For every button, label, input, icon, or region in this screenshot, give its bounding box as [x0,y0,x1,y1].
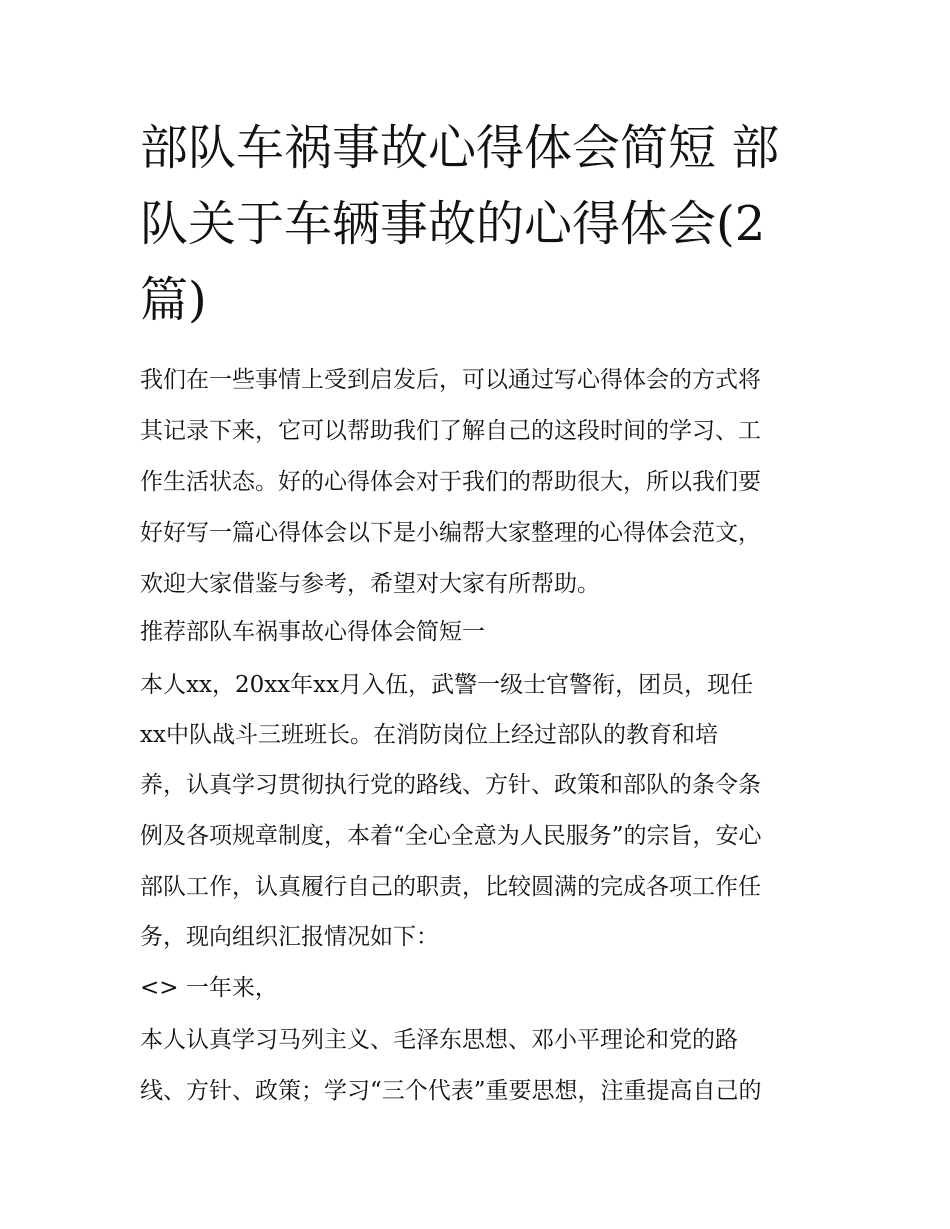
body-line-1: 我们在一些事情上受到启发后，可以通过写心得体会的方式将 [140,367,761,393]
document-title-line-3: 篇) [140,272,207,328]
body-line-2: 其记录下来，它可以帮助我们了解自己的这段时间的学习、工 [140,418,761,444]
body-line-15: 线、方针、政策；学习“三个代表”重要思想，注重提高自己的 [140,1078,762,1104]
body-line-14: 本人认真学习马列主义、毛泽东思想、邓小平理论和党的路 [140,1027,738,1053]
document-title-line-1: 部队车祸事故心得体会简短 部 [140,120,780,176]
section-heading: 推荐部队车祸事故心得体会简短一 [140,619,485,645]
document-title-line-2: 队关于车辆事故的心得体会(2 [140,196,766,252]
body-line-10: 例及各项规章制度，本着“全心全意为人民服务”的宗旨，安心 [140,823,762,849]
body-line-8: xx中队战斗三班班长。在消防岗位上经过部队的教育和培 [140,722,718,748]
body-line-9: 养，认真学习贯彻执行党的路线、方针、政策和部队的条令条 [140,772,761,798]
body-line-5: 欢迎大家借鉴与参考，希望对大家有所帮助。 [140,571,600,597]
body-line-12: 务，现向组织汇报情况如下： [140,924,439,950]
body-line-7: 本人xx，20xx年xx月入伍，武警一级士官警衔，团员，现任 [140,672,754,698]
body-line-11: 部队工作，认真履行自己的职责，比较圆满的完成各项工作任 [140,874,761,900]
body-line-3: 作生活状态。好的心得体会对于我们的帮助很大，所以我们要 [140,469,761,495]
body-line-4: 好好写一篇心得体会以下是小编帮大家整理的心得体会范文， [140,520,761,546]
body-line-13: <> 一年来， [140,975,278,1001]
